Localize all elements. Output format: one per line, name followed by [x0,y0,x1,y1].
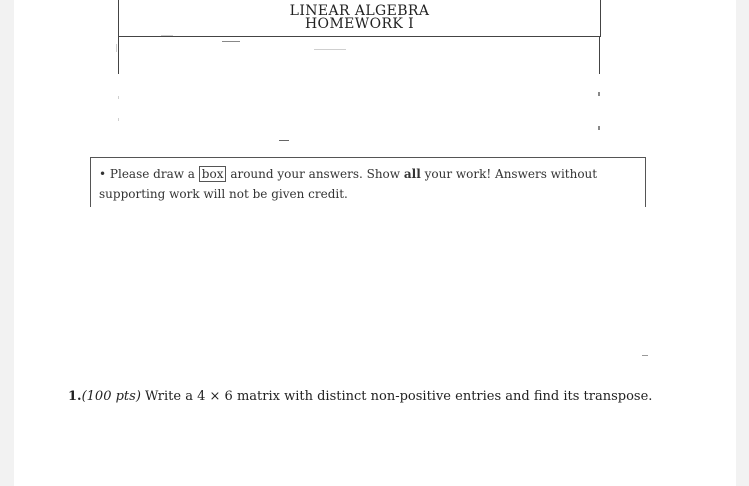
document-page [14,0,736,486]
problem-1 [68,389,652,404]
problem-points: (100 pts) [81,389,141,404]
erased-mark [598,92,600,96]
erased-mark [161,35,173,36]
problem-number: 1. [68,389,82,404]
problem-statement: Write a 4 × 6 matrix with distinct non-positive entries and find its transpose. [145,389,653,404]
instructions-text [99,164,643,204]
assignment-title: HOMEWORK I [304,16,415,32]
instructions-box [90,157,646,207]
erased-mark [118,118,119,121]
instruction-part-1: Please draw a [109,167,195,181]
title-block [119,5,600,31]
boxed-word: box [199,166,227,182]
erased-mark [314,49,346,50]
erased-mark [279,140,289,141]
title-box-right-edge [599,36,600,74]
erased-mark [642,355,648,356]
bullet: • [99,167,107,181]
course-title: LINEAR ALGEBRA [289,3,430,19]
title-box-left-edge [118,36,119,74]
bold-word: all [403,167,421,181]
erased-mark [222,41,240,42]
erased-mark [598,126,600,130]
erased-mark [118,96,119,99]
title-box [118,0,601,37]
instruction-part-2: around your answers. Show [230,167,401,181]
erased-mark [116,44,117,52]
instruction-part-3: your work! Answers without supporting work will not be given credit. [99,167,598,201]
